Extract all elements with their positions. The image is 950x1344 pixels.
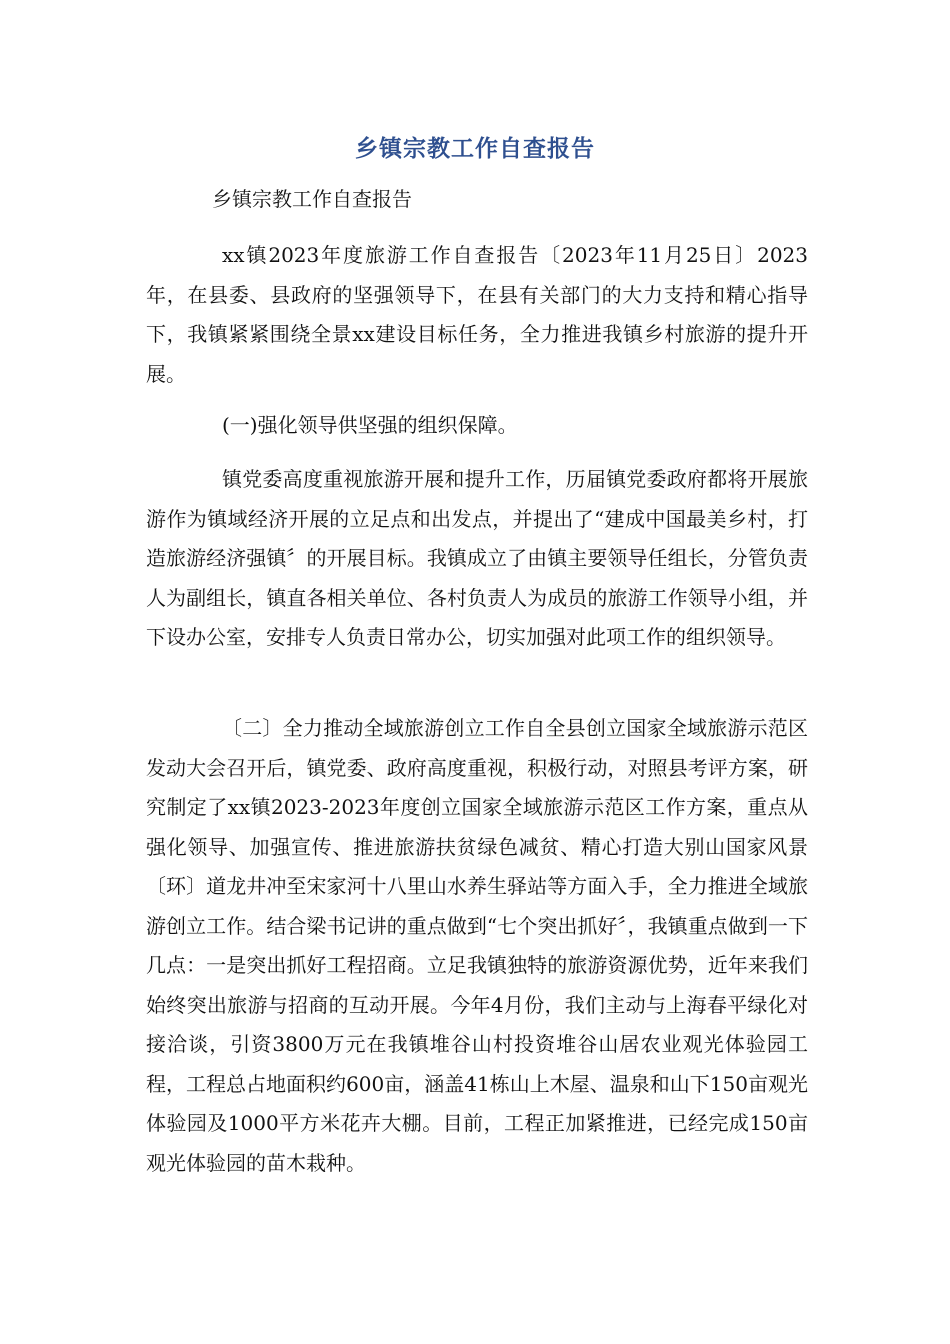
- paragraph-leadership: 镇党委高度重视旅游开展和提升工作，历届镇党委政府都将开展旅游作为镇域经济开展的立足点和出发点，并提出了“建成中国最美乡村，打造旅游经济强镇〞的开展目标。我镇成立了由镇主要领导任组长，分管负责人为副组长，镇直各相关单位、各村负责人为成员的旅游工作领导小组，并下设办公室，安排专人负责日常办公，切实加强对此项工作的组织领导。: [146, 467, 808, 649]
- document-subtitle: 乡镇宗教工作自查报告: [212, 187, 412, 211]
- paragraph-tourism-promotion: 〔二〕全力推动全域旅游创立工作自全县创立国家全域旅游示范区发动大会召开后，镇党委、政府高度重视，积极行动，对照县考评方案，研究制定了xx镇2023-2023年度创立国家全域旅游示范区工作方案，重点从强化领导、加强宣传、推进旅游扶贫绿色减贫、精心打造大别山国家风景〔环〕道龙井冲至宋家河十八里山水养生驿站等方面入手，全力推进全域旅游创立工作。结合梁书记讲的重点做到“七个突出抓好〞，我镇重点做到一下几点：一是突出抓好工程招商。立足我镇独特的旅游资源优势，近年来我们始终突出旅游与招商的互动开展。今年4月份，我们主动与上海春平绿化对接洽谈，引资3800万元在我镇堆谷山村投资堆谷山居农业观光体验园工程，工程总占地面积约600亩，涵盖41栋山上木屋、温泉和山下150亩观光体验园及1000平方米花卉大棚。目前，工程正加紧推进，已经完成150亩观光体验园的苗木栽种。: [146, 716, 808, 1175]
- document-title: 乡镇宗教工作自查报告: [355, 136, 595, 162]
- section-heading-1: (一)强化领导供坚强的组织保障。: [222, 413, 518, 437]
- paragraph-intro: xx镇2023年度旅游工作自查报告〔2023年11月25日〕2023年，在县委、县政府的坚强领导下，在县有关部门的大力支持和精心指导下，我镇紧紧围绕全景xx建设目标任务，全力推进我镇乡村旅游的提升开展。: [146, 243, 808, 386]
